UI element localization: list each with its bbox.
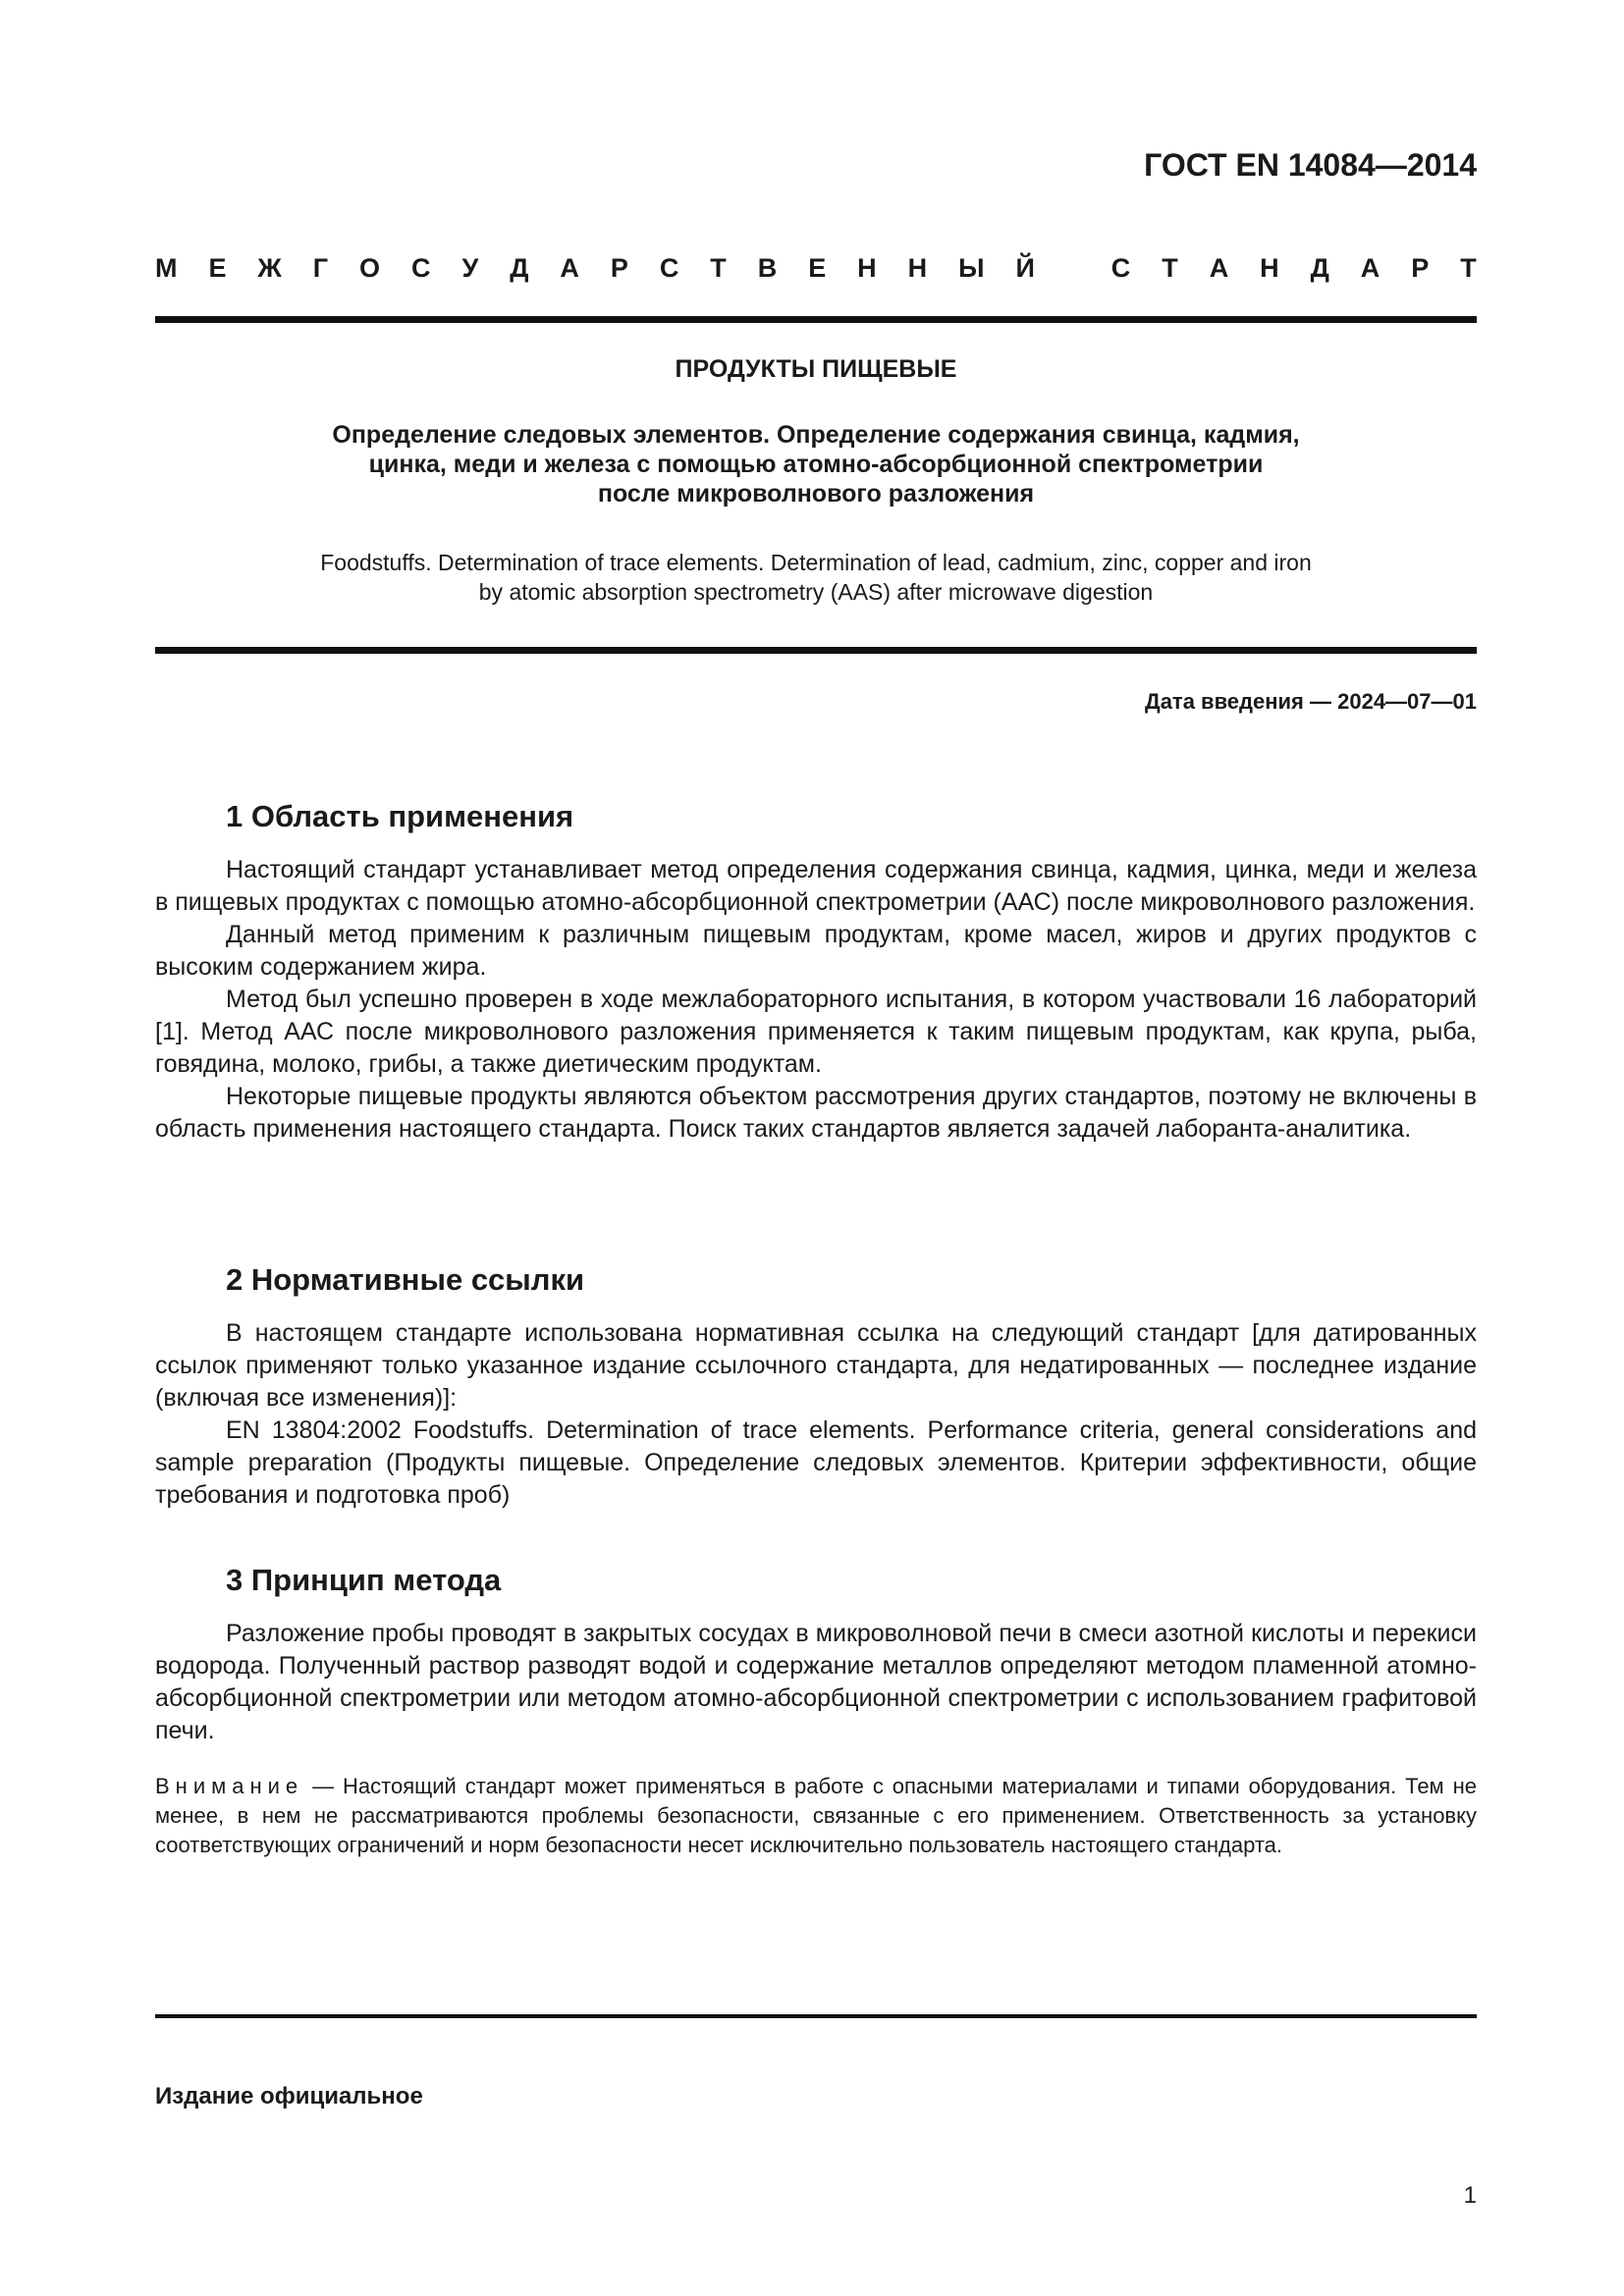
section-heading: 3 Принцип метода (226, 1563, 502, 1597)
interstate-letter: Н (857, 253, 877, 283)
warning-text: — Настоящий стандарт может применяться в работе с опасными материалами и типами оборудования. Тем не менее, в нем не рассматриваются проблемы безопасности, связанные с его применением. Ответственность за установку соответствующих ограничений и норм безопасности несет исключительно пользователь настоящего стандарта. (155, 1774, 1477, 1857)
interstate-letter: Е (808, 253, 827, 283)
paragraph: Разложение пробы проводят в закрытых сосудах в микроволновой печи в смеси азотной кислоты и перекиси водорода. Полученный раствор разводят водой и содержание металлов определяют методом пламенной атомно-абсорбционной спектрометрии или методом атомно-абсорбционной спектрометрии с использованием графитовой печи. (155, 1620, 1477, 1744)
paragraph: Некоторые пищевые продукты являются объектом рассмотрения других стандартов, поэтому не включены в область применения настоящего стандарта. Поиск таких стандартов является задачей лаборанта-аналитика. (155, 1083, 1477, 1143)
interstate-letter: Т (710, 253, 727, 283)
footer-rule (155, 2014, 1477, 2018)
warning-label: Внимание (155, 1774, 304, 1798)
official-edition-label: Издание официальное (155, 2083, 423, 2109)
section-scope (155, 797, 1477, 1146)
interstate-letter: С (411, 253, 431, 283)
interstate-letter: В (757, 253, 778, 283)
section-heading: 1 Область применения (226, 799, 574, 833)
interstate-letter: Е (208, 253, 227, 283)
interstate-letter: М (155, 253, 178, 283)
interstate-letter: Ы (958, 253, 985, 283)
interstate-letter: Т (1162, 253, 1178, 283)
header-rule (155, 316, 1477, 323)
interstate-letter: Т (1460, 253, 1477, 283)
page-number: 1 (1463, 2182, 1477, 2209)
interstate-letter: С (659, 253, 679, 283)
document-subtitle-en (155, 548, 1477, 607)
interstate-letter: Г (312, 253, 329, 283)
subtitle-ru-line: после микроволнового разложения (597, 480, 1035, 507)
interstate-letter: Д (510, 253, 529, 283)
subtitle-en-line: by atomic absorption spectrometry (AAS) after microwave digestion (478, 579, 1154, 605)
introduction-date: Дата введения — 2024—07—01 (1145, 689, 1477, 714)
subtitle-en-line: Foodstuffs. Determination of trace elements. Determination of lead, cadmium, zinc, copper and iron (320, 550, 1312, 575)
interstate-letter: А (560, 253, 579, 283)
interstate-letter: У (461, 253, 479, 283)
document-code: ГОСТ EN 14084—2014 (1144, 147, 1477, 183)
interstate-letter: Й (1015, 253, 1035, 283)
subtitle-ru-line: цинка, меди и железа с помощью атомно-абсорбционной спектрометрии (368, 451, 1264, 478)
paragraph: Метод был успешно проверен в ходе межлабораторного испытания, в котором участвовали 16 лабораторий [1]. Метод ААС после микроволнового разложения применяется к таким пищевым продуктам, как крупа, рыба, говядина, молоко, грибы, а также диетическим продуктам. (155, 986, 1477, 1078)
interstate-letter: С (1110, 253, 1131, 283)
section-normative-references (155, 1260, 1477, 1512)
paragraph: Настоящий стандарт устанавливает метод определения содержания свинца, кадмия, цинка, меди и железа в пищевых продуктах с помощью атомно-абсорбционной спектрометрии (ААС) после микроволнового разложения. (155, 856, 1477, 916)
interstate-letter: А (1360, 253, 1380, 283)
paragraph: EN 13804:2002 Foodstuffs. Determination of trace elements. Performance criteria, general considerations and sample preparation (Продукты пищевые. Определение следовых элементов. Критерии эффективности, общие требования и подготовка проб) (155, 1416, 1477, 1509)
paragraph: Данный метод применим к различным пищевым продуктам, кроме масел, жиров и других продуктов с высоким содержанием жира. (155, 921, 1477, 981)
interstate-letter: Р (1411, 253, 1430, 283)
interstate-letter: Н (907, 253, 928, 283)
interstate-letter: Д (1310, 253, 1329, 283)
letter-gap (1066, 253, 1080, 284)
interstate-letter: Н (1260, 253, 1279, 283)
interstate-letter: Ж (257, 253, 282, 283)
title-rule (155, 647, 1477, 654)
document-title: ПРОДУКТЫ ПИЩЕВЫЕ (675, 355, 957, 383)
section-method-principle (155, 1561, 1477, 1747)
subtitle-ru-line: Определение следовых элементов. Определение содержания свинца, кадмия, (332, 421, 1300, 449)
paragraph: В настоящем стандарте использована нормативная ссылка на следующий стандарт [для датированных ссылок применяют только указанное издание ссылочного стандарта, для недатированных — последнее издание (включая все изменения)]: (155, 1319, 1477, 1412)
section-heading: 2 Нормативные ссылки (226, 1262, 585, 1297)
interstate-standard-heading (155, 253, 1477, 284)
document-subtitle-ru (155, 420, 1477, 508)
interstate-letter: О (359, 253, 381, 283)
warning-note (155, 1772, 1477, 1860)
interstate-letter: Р (610, 253, 628, 283)
interstate-letter: А (1209, 253, 1229, 283)
